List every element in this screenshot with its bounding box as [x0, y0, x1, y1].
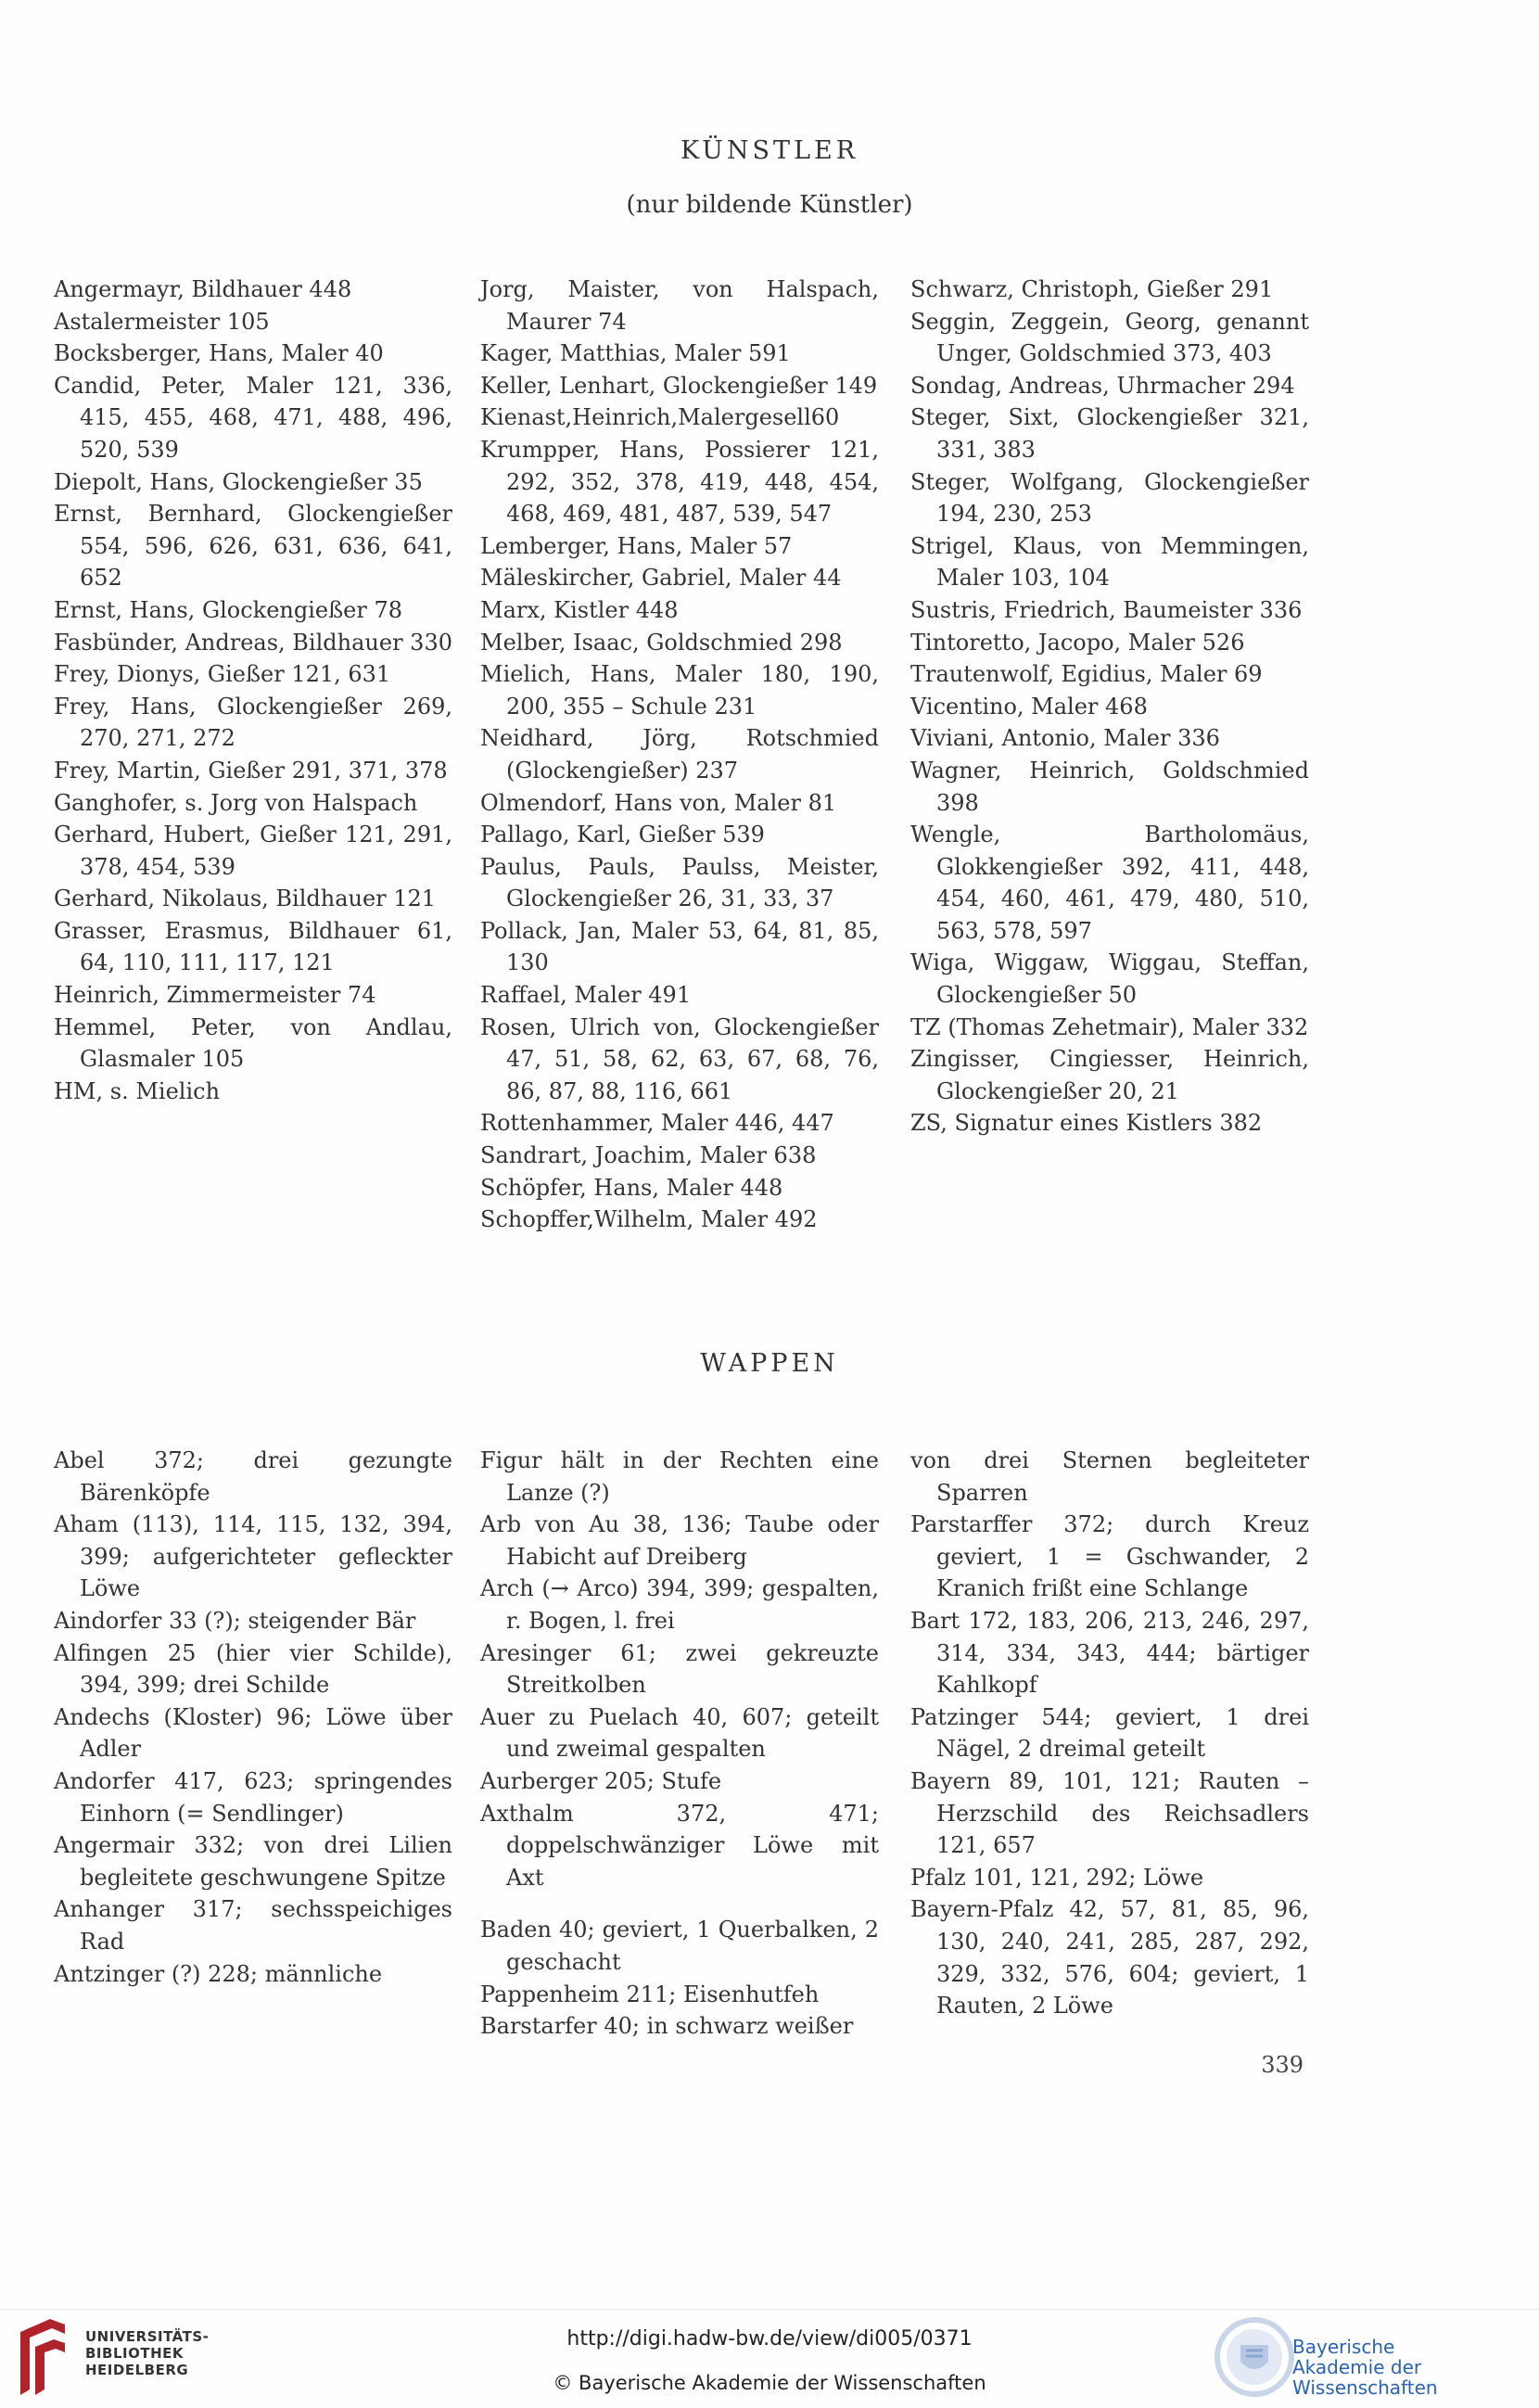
index-entry: Bayern 89, 101, 121; Rauten – Herzschild des Reichsadlers 121, 657 — [910, 1767, 1309, 1859]
index-entry: Sustris, Friedrich, Baumeister 336 — [910, 596, 1303, 623]
index-entry: HM, s. Mielich — [54, 1077, 221, 1104]
index-entry: Arch (→ Arco) 394, 399; gespalten, r. Bogen, l. frei — [480, 1575, 879, 1634]
page-number: 339 — [1261, 2052, 1304, 2078]
index-entry: ZS, Signatur eines Kistlers 382 — [910, 1110, 1263, 1137]
index-entry: Olmendorf, Hans von, Maler 81 — [480, 789, 837, 816]
index-entry: Astalermeister 105 — [54, 308, 270, 335]
index-entry: Schopffer,Wilhelm, Maler 492 — [480, 1206, 818, 1233]
index-entry: Pollack, Jan, Maler 53, 64, 81, 85, 130 — [480, 917, 879, 976]
index-entry: Aresinger 61; zwei gekreuzte Streitkolben — [480, 1639, 879, 1699]
index-entry: Tintoretto, Jacopo, Maler 526 — [910, 629, 1245, 656]
index-entry: Gerhard, Nikolaus, Bildhauer 121 — [54, 885, 437, 912]
index-entry: Barstarfer 40; in schwarz weißer — [480, 2013, 854, 2040]
wappen-column-1 — [54, 1445, 452, 1990]
index-entry: Parstarffer 372; durch Kreuz geviert, 1 = Gschwander, 2 Kranich frißt eine Schlange — [910, 1511, 1309, 1602]
index-entry: Arb von Au 38, 136; Taube oder Habicht auf Dreiberg — [480, 1511, 879, 1570]
wappen-column-3 — [910, 1445, 1309, 2022]
index-entry: Andechs (Kloster) 96; Löwe über Adler — [54, 1703, 452, 1763]
index-entry: Strigel, Klaus, von Memmingen, Maler 103, 104 — [910, 532, 1309, 592]
index-entry: Candid, Peter, Maler 121, 336, 415, 455, 468, 471, 488, 496, 520, 539 — [54, 372, 452, 463]
index-entry: Schwarz, Christoph, Gießer 291 — [910, 276, 1274, 302]
index-entry: Seggin, Zeggein, Georg, genannt Unger, Goldschmied 373, 403 — [910, 308, 1309, 367]
index-entry: Baden 40; geviert, 1 Querbalken, 2 geschacht — [480, 1917, 879, 1975]
index-entry: Bayern-Pfalz 42, 57, 81, 85, 96, 130, 240, 241, 285, 287, 292, 329, 332, 576, 604; geviert, 1 Rauten, 2 Löwe — [910, 1896, 1309, 2019]
index-entry: Pallago, Karl, Gießer 539 — [480, 822, 765, 848]
index-entry: Pappenheim 211; Eisenhutfeh — [480, 1981, 820, 2007]
index-entry: Anhanger 317; sechsspeichiges Rad — [54, 1896, 452, 1955]
kuenstler-column-1 — [54, 274, 452, 1107]
index-entry: Angermayr, Bildhauer 448 — [54, 276, 352, 302]
index-entry: Diepolt, Hans, Glockengießer 35 — [54, 468, 423, 495]
index-entry: Auer zu Puelach 40, 607; geteilt und zweimal gespalten — [480, 1703, 879, 1763]
index-entry: Frey, Martin, Gießer 291, 371, 378 — [54, 757, 448, 784]
index-entry: Fasbünder, Andreas, Bildhauer 330 — [54, 629, 452, 656]
index-entry: Hemmel, Peter, von Andlau, Glasmaler 105 — [54, 1013, 452, 1073]
index-entry: Mielich, Hans, Maler 180, 190, 200, 355 – Schule 231 — [480, 661, 879, 720]
index-entry: Aindorfer 33 (?); steigender Bär — [54, 1607, 416, 1634]
library-line-1: UNIVERSITÄTS- — [85, 2328, 210, 2345]
index-entry: Abel 372; drei gezungte Bärenköpfe — [54, 1447, 452, 1506]
index-entry: Wengle, Bartholomäus, Glokkengießer 392, 411, 448, 454, 460, 461, 479, 480, 510, 563, 578, 597 — [910, 822, 1309, 944]
kuenstler-column-3 — [910, 274, 1309, 1140]
index-entry: Angermair 332; von drei Lilien begleitete geschwungene Spitze — [54, 1832, 452, 1891]
index-entry: Keller, Lenhart, Glockengießer 149 — [480, 372, 878, 399]
index-entry: Frey, Hans, Glockengießer 269, 270, 271, 272 — [54, 693, 452, 752]
index-entry: Sondag, Andreas, Uhrmacher 294 — [910, 372, 1295, 399]
index-entry: Frey, Dionys, Gießer 121, 631 — [54, 661, 391, 688]
wappen-column-2 — [480, 1445, 879, 2043]
index-entry: Steger, Wolfgang, Glockengießer 194, 230, 253 — [910, 468, 1309, 528]
kuenstler-subtitle: (nur bildende Künstler) — [626, 191, 913, 219]
index-entry: Zingisser, Cingiesser, Heinrich, Glockengießer 20, 21 — [910, 1046, 1309, 1104]
wappen-title: WAPPEN — [700, 1349, 839, 1378]
index-entry: Wagner, Heinrich, Goldschmied 398 — [910, 757, 1309, 816]
index-entry: von drei Sternen begleiteter Sparren — [910, 1447, 1309, 1506]
index-entry: Trautenwolf, Egidius, Maler 69 — [910, 661, 1263, 688]
index-entry: Raffael, Maler 491 — [480, 982, 692, 1009]
kuenstler-column-2 — [480, 274, 879, 1236]
index-entry: Kienast,Heinrich,Malergesell60 — [480, 404, 840, 431]
index-entry: Gerhard, Hubert, Gießer 121, 291, 378, 454, 539 — [54, 822, 452, 880]
index-entry: Sandrart, Joachim, Maler 638 — [480, 1142, 817, 1169]
index-entry: Axthalm 372, 471; doppelschwänziger Löwe mit Axt — [480, 1800, 879, 1891]
index-entry: Antzinger (?) 228; männliche — [54, 1960, 383, 1987]
index-entry: Ernst, Hans, Glockengießer 78 — [54, 596, 402, 623]
index-entry: Heinrich, Zimmermeister 74 — [54, 982, 376, 1009]
index-entry: Aurberger 205; Stufe — [480, 1767, 722, 1794]
index-entry: Paulus, Pauls, Paulss, Meister, Glockengießer 26, 31, 33, 37 — [480, 853, 879, 912]
index-entry: Neidhard, Jörg, Rotschmied (Glockengießer) 237 — [480, 725, 879, 784]
index-entry: Alfingen 25 (hier vier Schilde), 394, 399; drei Schilde — [54, 1639, 452, 1699]
academy-line-1: Bayerische — [1292, 2336, 1395, 2358]
index-entry: Kager, Matthias, Maler 591 — [480, 340, 791, 367]
library-line-2: BIBLIOTHEK — [85, 2345, 184, 2362]
index-entry: Figur hält in der Rechten eine Lanze (?) — [480, 1447, 879, 1506]
academy-line-2: Akademie der Wissenschaften — [1292, 2356, 1438, 2399]
index-entry: Bart 172, 183, 206, 213, 246, 297, 314, 334, 343, 444; bärtiger Kahlkopf — [910, 1607, 1309, 1699]
index-entry: Marx, Kistler 448 — [480, 596, 679, 623]
index-entry: Andorfer 417, 623; springendes Einhorn (= Sendlinger) — [54, 1767, 452, 1827]
index-entry: Wiga, Wiggaw, Wiggau, Steffan, Glockengießer 50 — [910, 949, 1309, 1009]
index-entry: Schöpfer, Hans, Maler 448 — [480, 1174, 783, 1201]
index-entry: Patzinger 544; geviert, 1 drei Nägel, 2 dreimal geteilt — [910, 1703, 1309, 1763]
index-entry: Jorg, Maister, von Halspach, Maurer 74 — [480, 276, 879, 335]
permalink-url[interactable]: http://digi.hadw-bw.de/view/di005/0371 — [566, 2327, 973, 2351]
index-entry: TZ (Thomas Zehetmair), Maler 332 — [910, 1013, 1309, 1040]
copyright-notice: © Bayerische Akademie der Wissenschaften — [553, 2372, 986, 2394]
kuenstler-title: KÜNSTLER — [680, 136, 859, 165]
library-line-3: HEIDELBERG — [85, 2362, 189, 2378]
index-entry: Vicentino, Maler 468 — [910, 693, 1148, 720]
index-entry: Grasser, Erasmus, Bildhauer 61, 64, 110, 111, 117, 121 — [54, 917, 452, 976]
index-entry: Aham (113), 114, 115, 132, 394, 399; aufgerichteter gefleckter Löwe — [54, 1511, 452, 1602]
index-entry: Krumpper, Hans, Possierer 121, 292, 352, 378, 419, 448, 454, 468, 469, 481, 487, 539, 547 — [480, 436, 879, 528]
academy-seal-icon — [1213, 2315, 1296, 2399]
index-entry: Pfalz 101, 121, 292; Löwe — [910, 1864, 1204, 1891]
index-entry: Viviani, Antonio, Maler 336 — [910, 725, 1220, 752]
index-entry: Rottenhammer, Maler 446, 447 — [480, 1110, 834, 1137]
index-entry: Lemberger, Hans, Maler 57 — [480, 532, 793, 559]
index-entry: Steger, Sixt, Glockengießer 321, 331, 383 — [910, 404, 1309, 463]
index-entry: Mäleskircher, Gabriel, Maler 44 — [480, 565, 842, 592]
index-entry: Bocksberger, Hans, Maler 40 — [54, 340, 384, 367]
index-entry: Ganghofer, s. Jorg von Halspach — [54, 789, 418, 816]
index-entry: Rosen, Ulrich von, Glockengießer 47, 51, 58, 62, 63, 67, 68, 76, 86, 87, 88, 116, 661 — [480, 1013, 879, 1104]
index-entry: Ernst, Bernhard, Glockengießer 554, 596, 626, 631, 636, 641, 652 — [54, 501, 452, 592]
footer-divider — [0, 2309, 1539, 2310]
index-entry: Melber, Isaac, Goldschmied 298 — [480, 629, 843, 656]
academy-name — [1292, 2337, 1539, 2398]
